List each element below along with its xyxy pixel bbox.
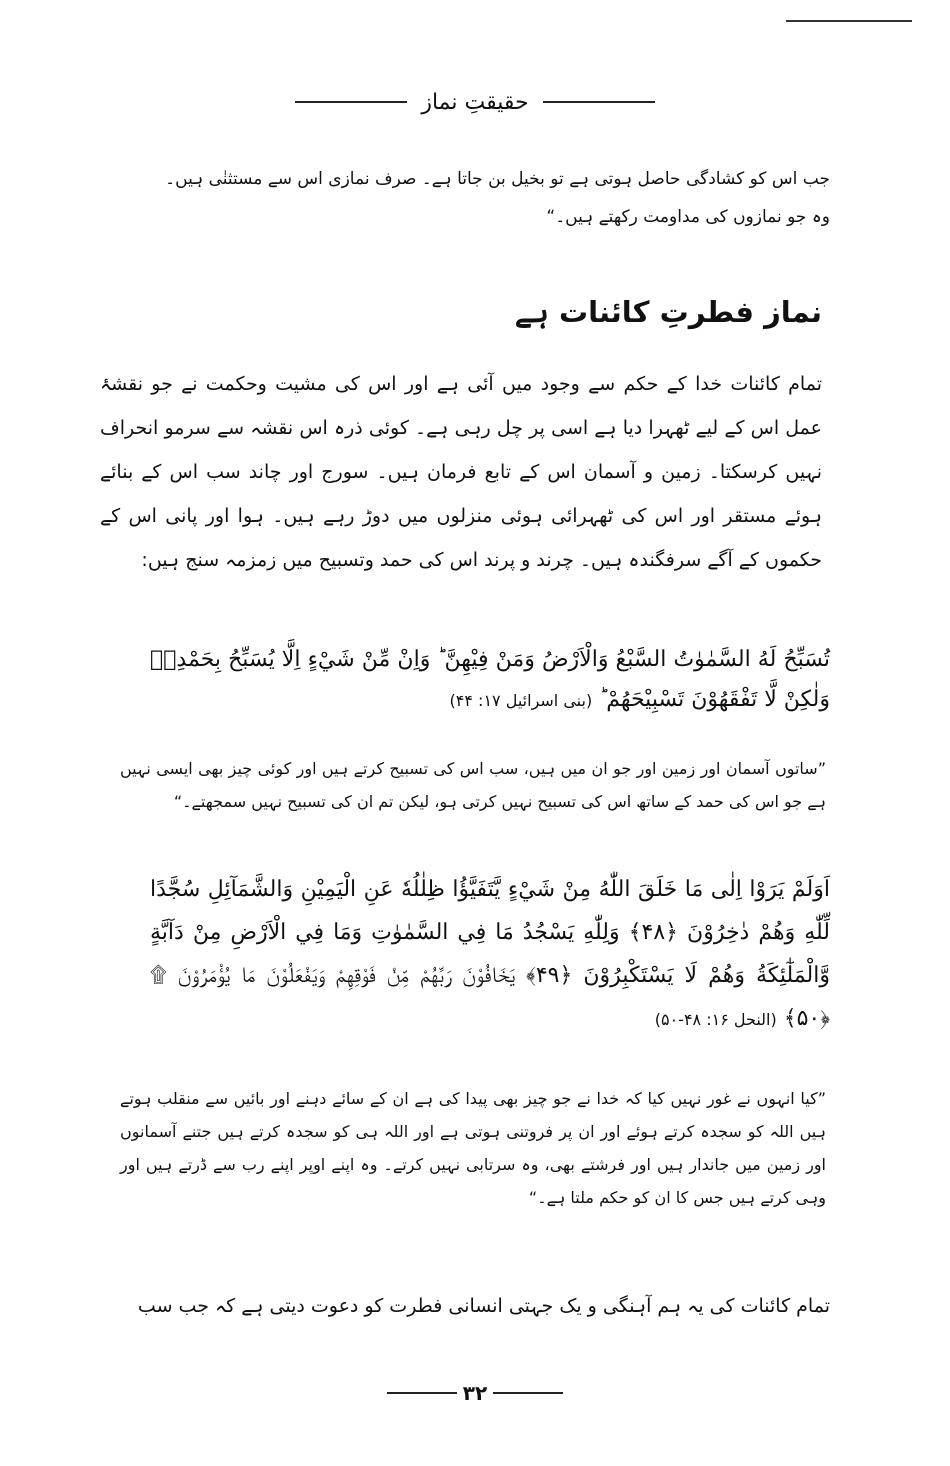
translation-1: ”ساتوں آسمان اور زمین اور جو ان میں ہیں، سب اس کی تسبیح کرتے ہیں اور کوئی چیز بھی ایسی نہیں ہے جو اس کی حمد کے ساتھ اس کی تسبیح نہیں کرتی ہو، لیکن تم ان کی تسبیح نہیں سمجھتے۔“ (120, 759, 826, 811)
translation-2: ”کیا انہوں نے غور نہیں کیا کہ خدا نے جو چیز بھی پیدا کی ہے ان کے سائے دہنے اور بائیں سے منقلب ہوتے ہیں اللہ کو سجدہ کرتے ہوئے اور ان پر فروتنی ہوتی ہے اور اللہ ہی کو سجدہ کرتے ہیں جتنے آسمانوں اور زمین میں جاندار ہیں اور فرشتے بھی، وہ سرتابی نہیں کرتے۔ وہ اپنے اوپر اپنے رب سے ڈرتے ہیں اور وہی کرتے ہیں جس کا ان کو حکم ملتا ہے۔“ (120, 1089, 826, 1207)
running-header (0, 82, 950, 122)
footer-rule-right (493, 1392, 563, 1394)
running-header-title: حقیقتِ نماز (421, 89, 529, 115)
intro-text (120, 160, 830, 236)
corner-rule (786, 20, 912, 22)
quran-verse-2-text: اَوَلَمْ يَرَوْا اِلٰى مَا خَلَقَ اللّٰهُ مِنْ شَيْءٍ يَّتَفَيَّؤُا ظِلٰلُهٗ عَنِ الْيَمِيْنِ وَالشَّمَآئِلِ سُجَّدًا لِّلّٰهِ وَهُمْ دٰخِرُوْنَ ﴿۴۸﴾ وَلِلّٰهِ يَسْجُدُ مَا فِي السَّمٰوٰتِ وَمَا فِي الْاَرْضِ مِنْ دَآبَّةٍ وَّالْمَلٰٓئِكَةُ وَهُمْ لَا يَسْتَكْبِرُوْنَ ﴿۴۹﴾ يَخَافُوْنَ رَبَّهُمْ مِّنْ فَوْقِهِمْ وَيَفْعَلُوْنَ مَا يُؤْمَرُوْنَ ۩ ﴿۵۰﴾ (150, 877, 830, 1031)
header-rule-right (543, 101, 655, 103)
body-paragraph: تمام کائنات خدا کے حکم سے وجود میں آئی ہے اور اس کی مشیت وحکمت نے جو نقشۂ عمل اس کے لیے ٹھہرا دیا ہے اسی پر چل رہی ہے۔ کوئی ذرہ اس نقشہ سے سرمو انحراف نہیں کرسکتا۔ زمین و آسمان اس کے تابع فرمان ہیں۔ سورج اور چاند سب اس کے بنائے ہوئے مستقر اور اس کی ٹھہرائی ہوئی منزلوں میں دوڑ رہے ہیں۔ ہوا اور پانی اس کے حکموں کے آگے سرفگندہ ہیں۔ چرند و پرند اس کی حمد وتسبیح میں زمزمہ سنج ہیں: (100, 373, 822, 571)
quran-verse-1-text: تُسَبِّحُ لَهُ السَّمٰوٰتُ السَّبْعُ وَالْاَرْضُ وَمَنْ فِيْهِنَّ ؕ وَاِنْ مِّنْ شَيْءٍ اِلَّا يُسَبِّحُ بِحَمْدِهٖ وَلٰكِنْ لَّا تَفْقَهُوْنَ تَسْبِيْحَهُمْ ؕ (150, 647, 830, 712)
section-heading: نماز فطرتِ کائنات ہے (514, 295, 822, 329)
footer-rule-left (387, 1392, 457, 1394)
quran-verse-1-reference: (بنی اسرائیل ۱۷: ۴۴) (449, 691, 593, 710)
page-number: ۳۲ (462, 1381, 488, 1405)
intro-line-2: وہ جو نمازوں کی مداومت رکھتے ہیں۔“ (546, 207, 830, 227)
quran-verse-2 (150, 868, 830, 1041)
quran-verse-1 (150, 640, 830, 721)
quran-verse-2-reference: (النحل ۱۶: ۴۸-۵۰) (654, 1010, 777, 1029)
page-footer (0, 1378, 950, 1408)
closing-line: تمام کائنات کی یہ ہم آہنگی و یک جہتی انسانی فطرت کو دعوت دیتی ہے کہ جب سب (137, 1295, 830, 1317)
header-rule-left (295, 101, 407, 103)
intro-line-1: جب اس کو کشادگی حاصل ہوتی ہے تو بخیل بن جاتا ہے۔ صرف نمازی اس سے مستثنٰی ہیں۔ (165, 169, 830, 189)
